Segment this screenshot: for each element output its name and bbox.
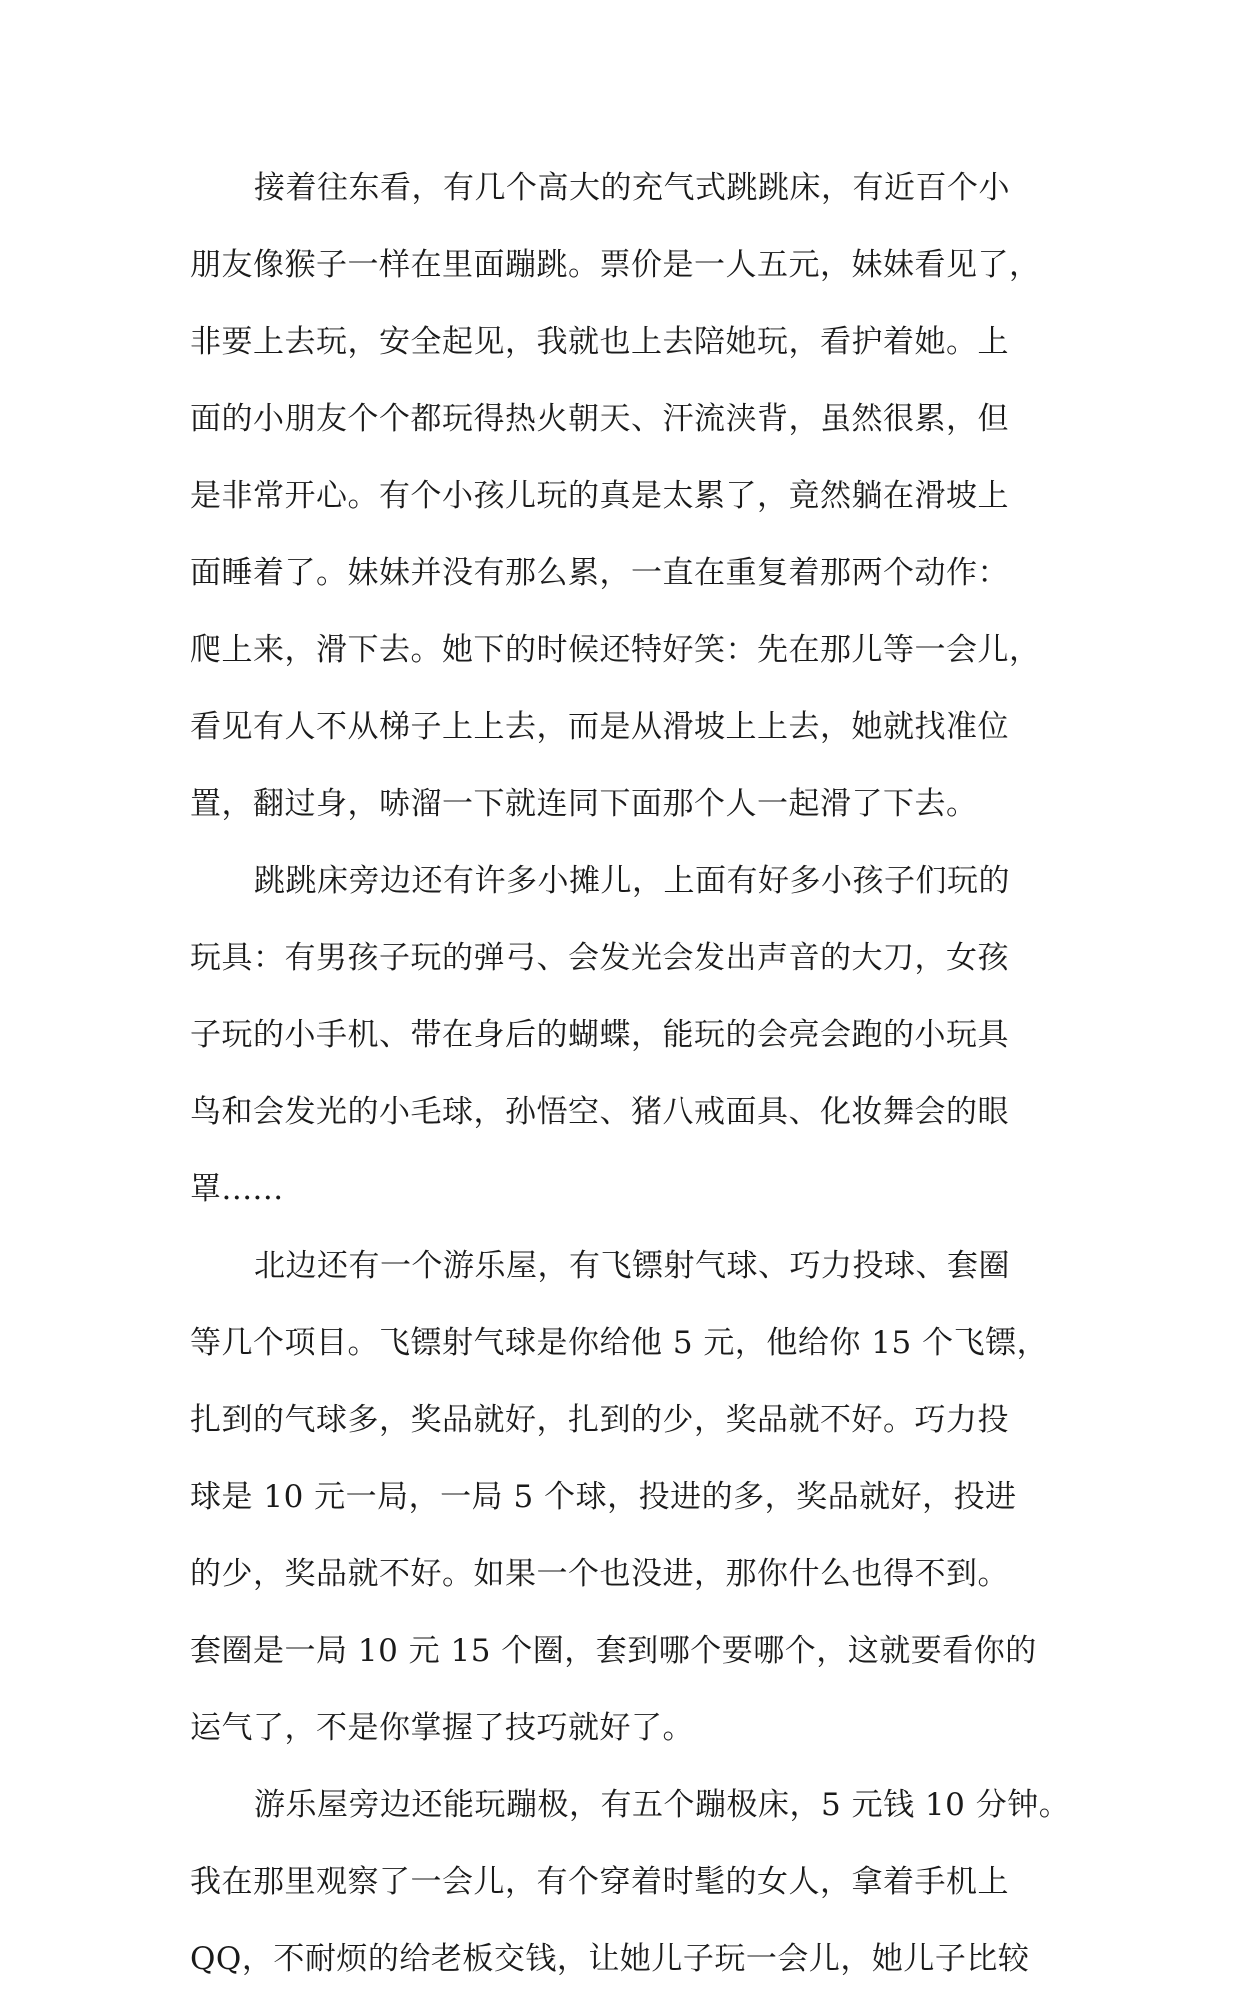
paragraph-1	[190, 163, 1070, 856]
paragraph-line: 北边还有一个游乐屋，有飞镖射气球、巧力投球、套圈	[254, 1248, 1010, 1284]
paragraph-line: 跳跳床旁边还有许多小摊儿，上面有好多小孩子们玩的	[254, 863, 1010, 899]
paragraph-line: 套圈是一局 10 元 15 个圈，套到哪个要哪个，这就要看你的	[190, 1633, 1037, 1669]
paragraph-line: 我在那里观察了一会儿，有个穿着时髦的女人，拿着手机上	[190, 1864, 1009, 1900]
paragraph-line: 非要上去玩，安全起见，我就也上去陪她玩，看护着她。上	[190, 324, 1009, 360]
paragraph-line: 置，翻过身，哧溜一下就连同下面那个人一起滑了下去。	[190, 786, 978, 822]
paragraph-line: 接着往东看，有几个高大的充气式跳跳床，有近百个小	[254, 170, 1010, 206]
paragraph-line: 面的小朋友个个都玩得热火朝天、汗流浃背，虽然很累，但	[190, 401, 1009, 437]
document-body	[190, 163, 1070, 2011]
paragraph-line: 子玩的小手机、带在身后的蝴蝶，能玩的会亮会跑的小玩具	[190, 1017, 1009, 1053]
paragraph-2	[190, 856, 1070, 1241]
paragraph-line: 球是 10 元一局，一局 5 个球，投进的多，奖品就好，投进	[190, 1479, 1017, 1515]
paragraph-line: 爬上来，滑下去。她下的时候还特好笑：先在那儿等一会儿，	[190, 632, 1041, 668]
paragraph-3	[190, 1241, 1070, 1780]
paragraph-line: 扎到的气球多，奖品就好，扎到的少，奖品就不好。巧力投	[190, 1402, 1009, 1438]
paragraph-line: 鸟和会发光的小毛球，孙悟空、猪八戒面具、化妆舞会的眼	[190, 1094, 1009, 1130]
paragraph-line: 是非常开心。有个小孩儿玩的真是太累了，竟然躺在滑坡上	[190, 478, 1009, 514]
paragraph-line: QQ，不耐烦的给老板交钱，让她儿子玩一会儿，她儿子比较	[190, 1941, 1030, 1977]
paragraph-line: 运气了，不是你掌握了技巧就好了。	[190, 1710, 694, 1746]
paragraph-line: 朋友像猴子一样在里面蹦跳。票价是一人五元，妹妹看见了，	[190, 247, 1041, 283]
paragraph-line: 看见有人不从梯子上上去，而是从滑坡上上去，她就找准位	[190, 709, 1009, 745]
paragraph-line: 游乐屋旁边还能玩蹦极，有五个蹦极床，5 元钱 10 分钟。	[254, 1787, 1071, 1823]
paragraph-line: 面睡着了。妹妹并没有那么累，一直在重复着那两个动作：	[190, 555, 1009, 591]
paragraph-4	[190, 1780, 1070, 2011]
paragraph-line: 玩具：有男孩子玩的弹弓、会发光会发出声音的大刀，女孩	[190, 940, 1009, 976]
paragraph-line: 的少，奖品就不好。如果一个也没进，那你什么也得不到。	[190, 1556, 1009, 1592]
paragraph-line: 等几个项目。飞镖射气球是你给他 5 元，他给你 15 个飞镖，	[190, 1325, 1049, 1361]
paragraph-line: 罩......	[190, 1171, 284, 1207]
